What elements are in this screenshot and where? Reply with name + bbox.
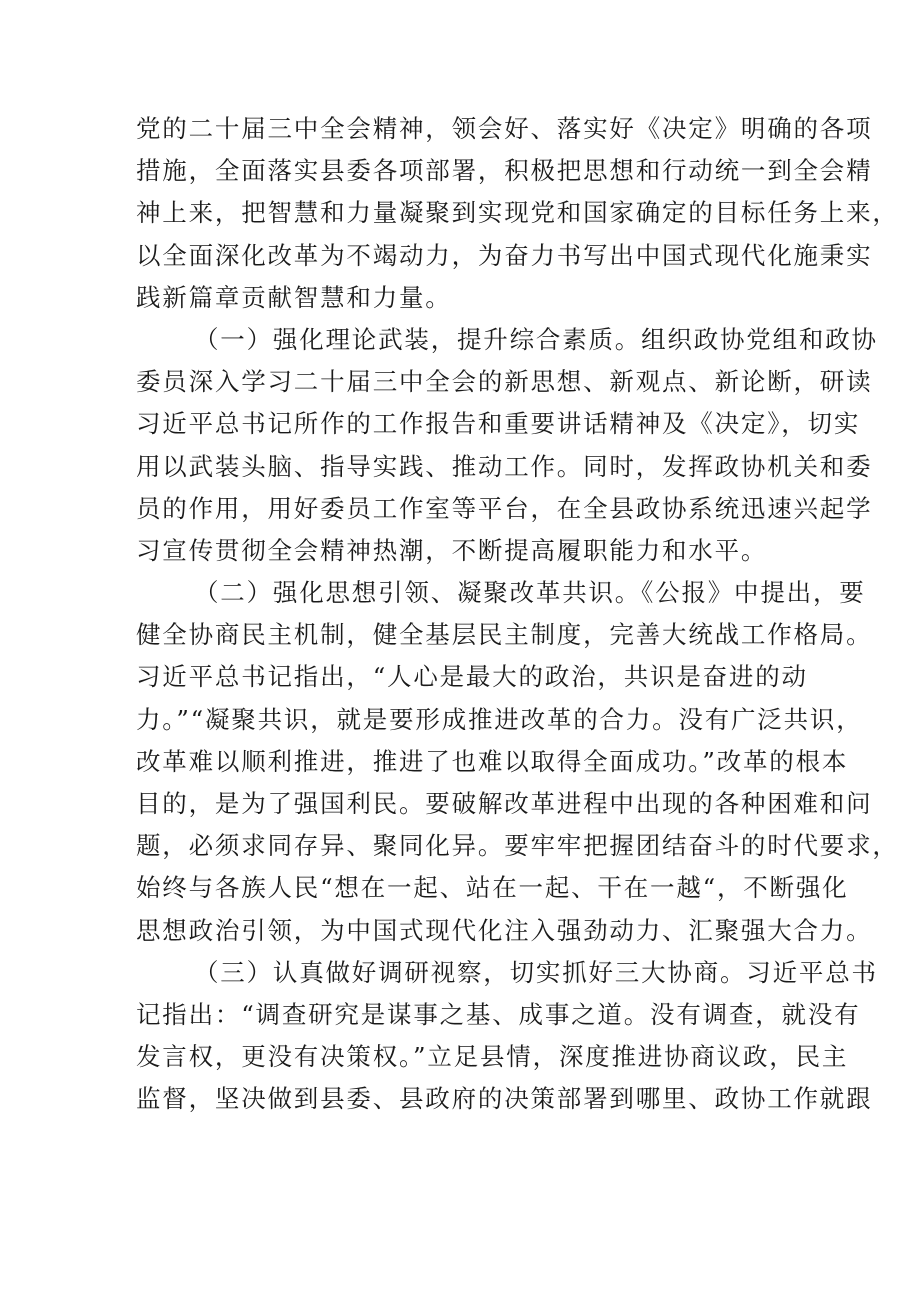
text-line: 委员深入学习二十届三中全会的新思想、新观点、新论断，研读	[136, 367, 873, 397]
text-line: 用以武装头脑、指导实践、推动工作。同时，发挥政协机关和委	[136, 451, 873, 481]
text-line: 以全面深化改革为不竭动力，为奋力书写出中国式现代化施秉实	[136, 240, 873, 270]
text-line: 改革难以顺利推进，推进了也难以取得全面成功。”改革的根本	[136, 746, 849, 776]
text-line: 题，必须求同存异、聚同化异。要牢牢把握团结奋斗的时代要求，	[136, 831, 899, 861]
section-3-heading-line: （三）认真做好调研视察，切实抓好三大协商。习近平总书	[194, 957, 878, 987]
text-line: 践新篇章贡献智慧和力量。	[136, 282, 452, 312]
text-line: 发言权，更没有决策权。”立足县情，深度推进协商议政，民主	[136, 1042, 849, 1072]
text-line: 力。”“凝聚共识，就是要形成推进改革的合力。没有广泛共识，	[136, 704, 863, 734]
text-line: 目的，是为了强国利民。要破解改革进程中出现的各种困难和问	[136, 789, 873, 818]
text-line: 神上来，把智慧和力量凝聚到实现党和国家确定的目标任务上来，	[136, 198, 899, 228]
text-line: 措施，全面落实县委各项部署，积极把思想和行动统一到全会精	[136, 156, 873, 186]
text-line: 员的作用，用好委员工作室等平台，在全县政协系统迅速兴起学	[136, 493, 873, 523]
document-body	[136, 108, 899, 1121]
text-line: 习宣传贯彻全会精神热潮，不断提高履职能力和水平。	[136, 535, 768, 565]
text-line: 思想政治引领，为中国式现代化注入强劲动力、汇聚强大合力。	[136, 915, 873, 945]
text-line: 习近平总书记所作的工作报告和重要讲话精神及《决定》，切实	[136, 409, 861, 439]
text-line: 习近平总书记指出，“人心是最大的政治，共识是奋进的动	[136, 662, 808, 692]
text-line: 健全协商民主机制，健全基层民主制度，完善大统战工作格局。	[136, 620, 873, 650]
text-line: 记指出：“调查研究是谋事之基、成事之道。没有调查，就没有	[136, 999, 861, 1029]
text-line: 党的二十届三中全会精神，领会好、落实好《决定》明确的各项	[136, 114, 873, 143]
text-line: 监督，坚决做到县委、县政府的决策部署到哪里、政协工作就跟	[136, 1084, 873, 1114]
section-2-heading-line: （二）强化思想引领、凝聚改革共识。《公报》中提出，要	[194, 578, 866, 608]
section-1-heading-line: （一）强化理论武装，提升综合素质。组织政协党组和政协	[194, 324, 878, 354]
text-line: 始终与各族人民“想在一起、站在一起、干在一越“，不断强化	[136, 873, 849, 903]
